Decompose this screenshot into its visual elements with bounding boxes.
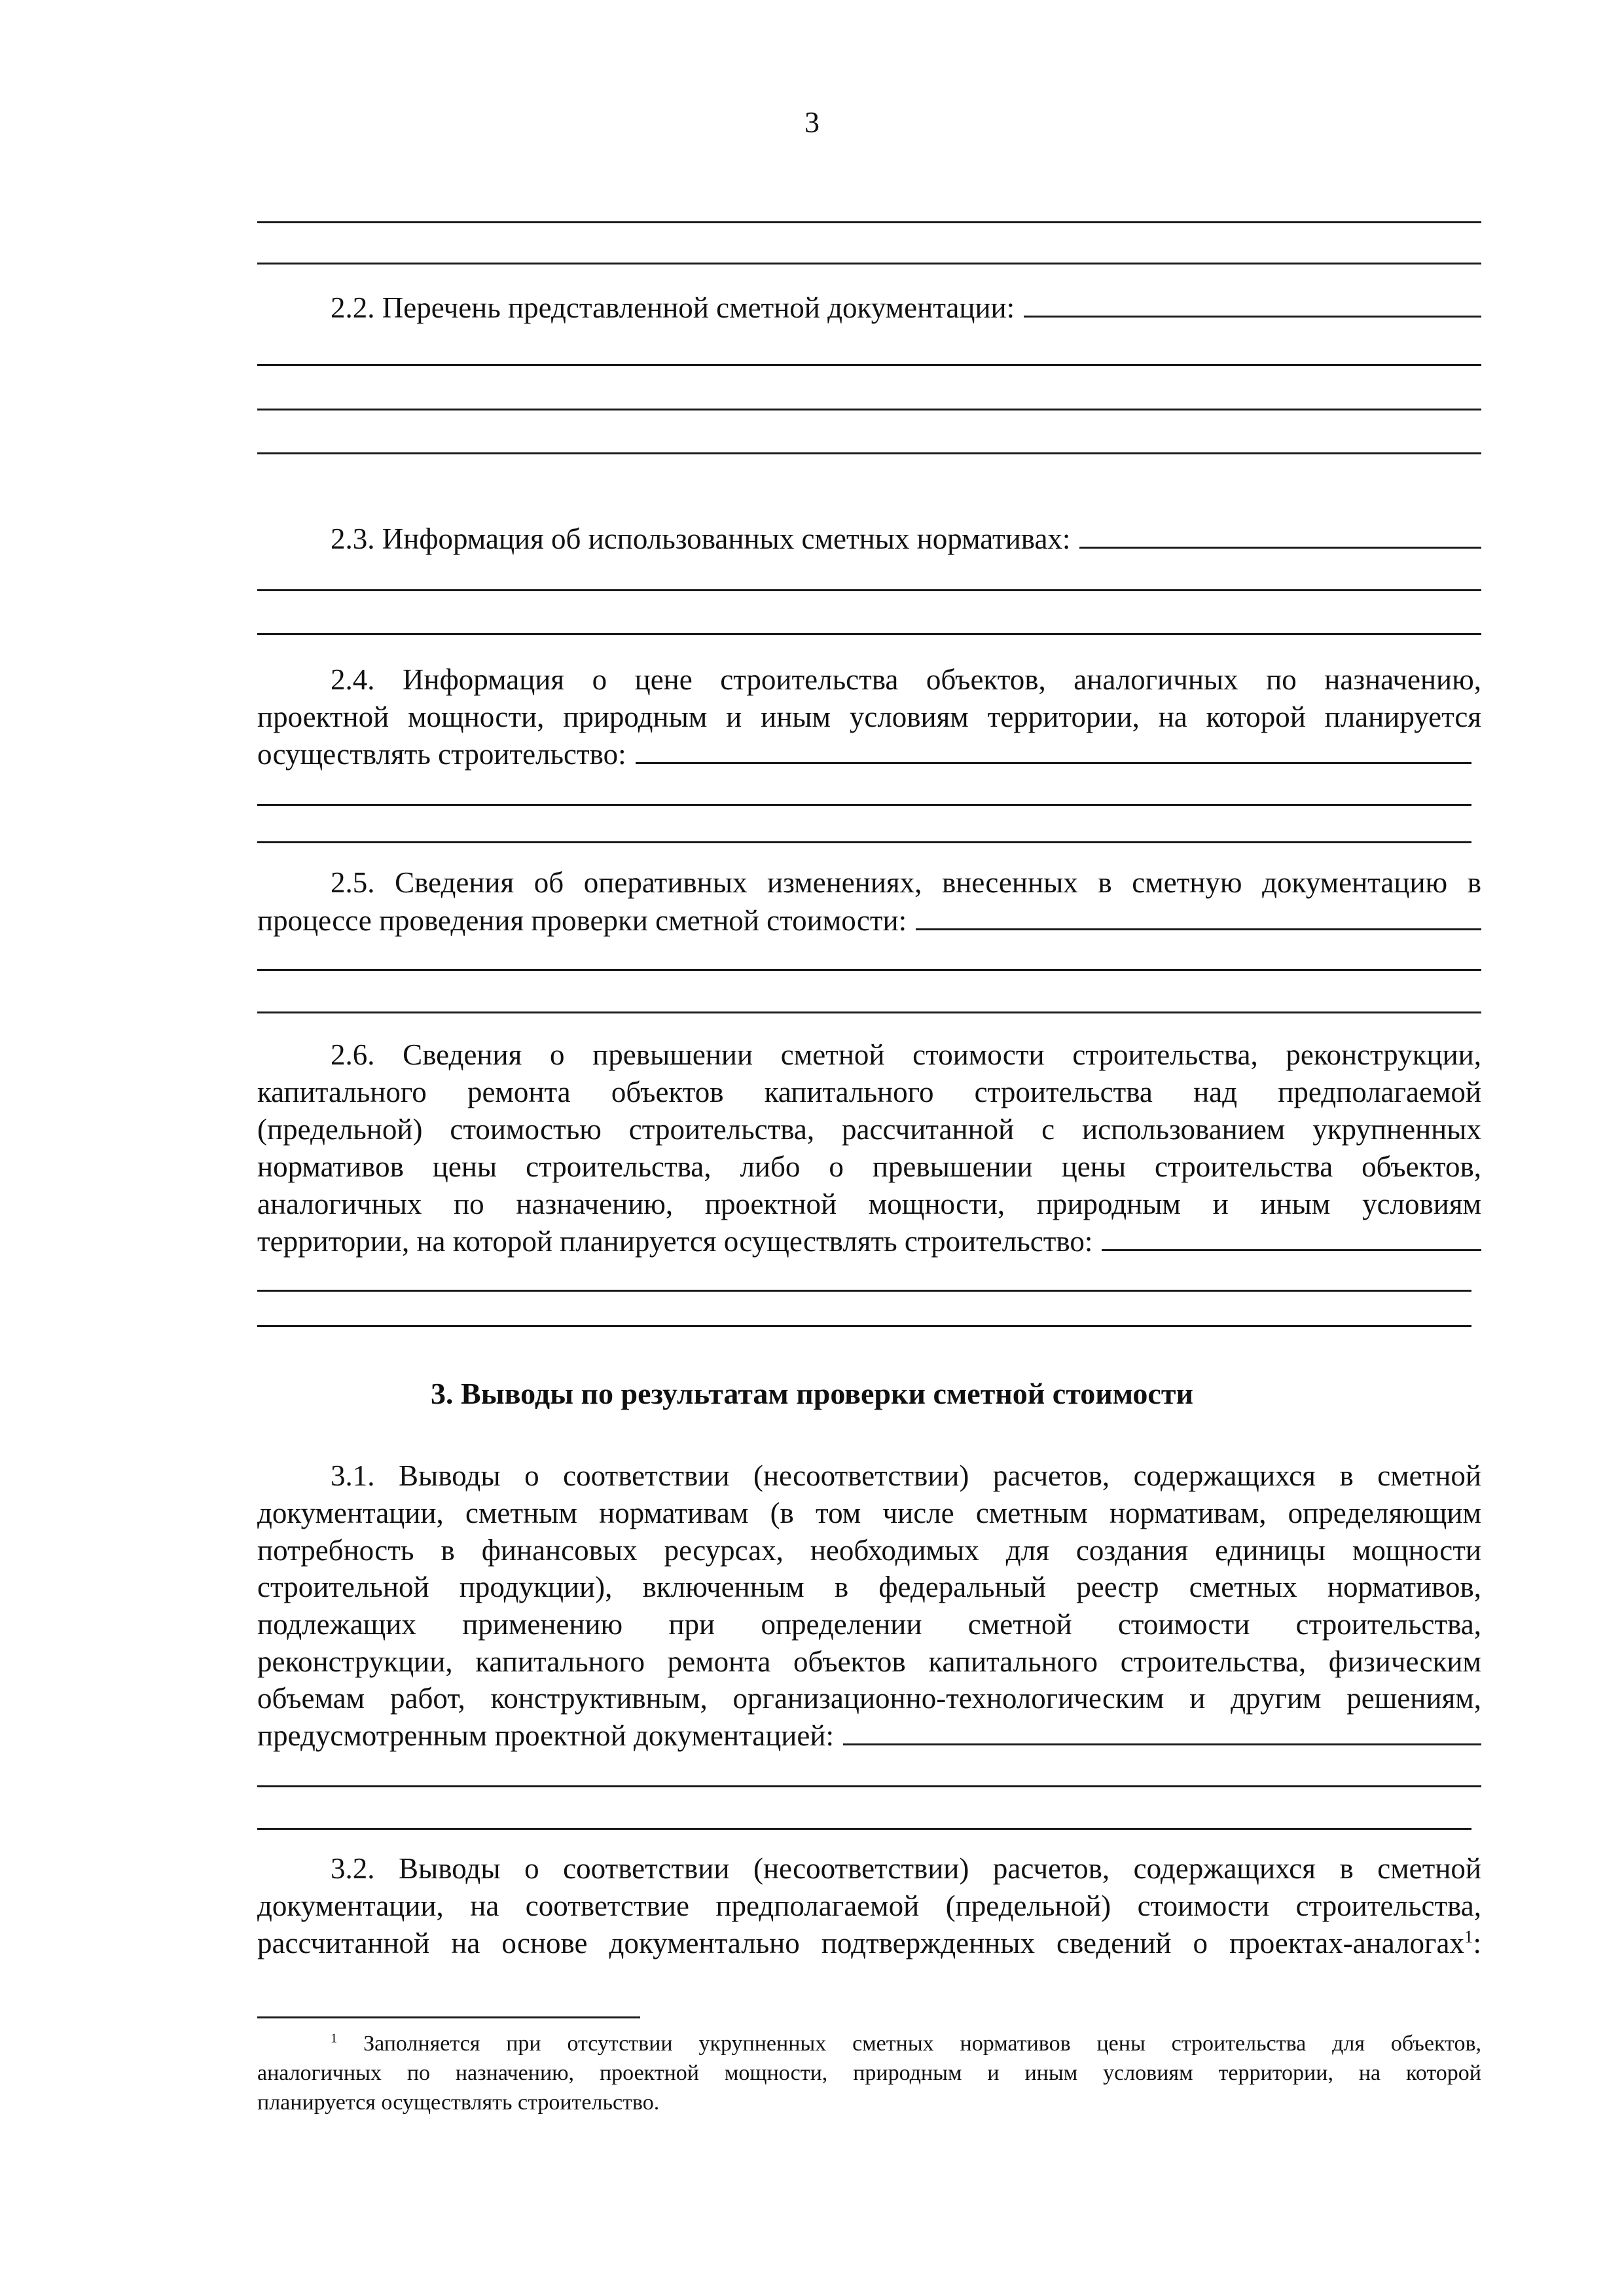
section-3-2-line-1: 3.2. Выводы о соответствии (несоответствии) расчетов, содержащихся в сметной xyxy=(331,1852,1481,1885)
blank-line[interactable] xyxy=(257,409,1481,410)
blank-line[interactable] xyxy=(257,221,1481,223)
blank-line[interactable] xyxy=(257,841,1471,843)
fill-in-blank[interactable] xyxy=(1024,293,1481,318)
section-3-1-line-5: подлежащих применению при определении сметной стоимости строительства, xyxy=(257,1608,1481,1641)
footnote-text-1: Заполняется при отсутствии укрупненных сметных нормативов цены строительства для объектов, xyxy=(363,2032,1482,2056)
section-2-6-line-6 xyxy=(257,1223,1481,1260)
section-3-1-line-1: 3.1. Выводы о соответствии (несоответствии) расчетов, содержащихся в сметной xyxy=(331,1459,1481,1492)
section-3-2-line-3 xyxy=(257,1925,1481,1961)
section-2-6-text-end: территории, на которой планируется осуществлять строительство: xyxy=(257,1225,1093,1258)
footnote-ref[interactable]: 1 xyxy=(1464,1927,1473,1946)
footnote-separator xyxy=(257,2016,640,2018)
fill-in-blank[interactable] xyxy=(636,740,1471,764)
blank-line[interactable] xyxy=(257,1785,1481,1787)
section-3-heading: 3. Выводы по результатам проверки сметной стоимости xyxy=(431,1377,1193,1410)
section-2-6-line-5: аналогичных по назначению, проектной мощности, природным и иным условиям xyxy=(257,1188,1481,1220)
section-2-4-line-3 xyxy=(257,736,1471,773)
section-3-2-text-end: рассчитанной на основе документально подтвержденных сведений о проектах-аналогах xyxy=(257,1927,1464,1959)
blank-line[interactable] xyxy=(257,969,1481,971)
blank-line[interactable] xyxy=(257,633,1481,635)
section-3-1-text-end: предусмотренным проектной документацией: xyxy=(257,1719,834,1752)
section-3-1-line-7: объемам работ, конструктивным, организационно-технологическим и другим решениям, xyxy=(257,1682,1481,1715)
blank-line[interactable] xyxy=(257,804,1471,806)
footnote-mark: 1 xyxy=(331,2031,338,2046)
section-2-6-line-4: нормативов цены строительства, либо о превышении цены строительства объектов, xyxy=(257,1150,1481,1183)
colon: : xyxy=(1473,1927,1481,1959)
section-3-1-line-4: строительной продукции), включенным в федеральный реестр сметных нормативов, xyxy=(257,1571,1481,1603)
blank-line[interactable] xyxy=(257,1290,1471,1292)
section-2-5-text-end: процессе проведения проверки сметной стоимости: xyxy=(257,904,907,937)
page-number: 3 xyxy=(804,105,820,139)
blank-line[interactable] xyxy=(257,452,1481,454)
section-2-4-line-2: проектной мощности, природным и иным условиям территории, на которой планируется xyxy=(257,701,1481,733)
section-2-5-line-2 xyxy=(257,902,1481,939)
section-2-4-text-end: осуществлять строительство: xyxy=(257,738,626,771)
blank-line[interactable] xyxy=(257,263,1481,264)
fill-in-blank[interactable] xyxy=(1079,524,1481,549)
section-2-3-text: 2.3. Информация об использованных сметных нормативах: xyxy=(331,522,1071,555)
section-2-6-line-3: (предельной) стоимостью строительства, рассчитанной с использованием укрупненных xyxy=(257,1113,1481,1146)
footnote-line-2: аналогичных по назначению, проектной мощности, природным и иным условиям территории, на которой xyxy=(257,2061,1481,2085)
section-3-2-line-2: документации, на соответствие предполагаемой (предельной) стоимости строительства, xyxy=(257,1889,1481,1922)
blank-line[interactable] xyxy=(257,589,1481,591)
section-2-2-text: 2.2. Перечень представленной сметной документации: xyxy=(331,291,1015,324)
section-2-4-line-1: 2.4. Информация о цене строительства объектов, аналогичных по назначению, xyxy=(331,663,1481,696)
footnote-line-3: планируется осуществлять строительство. xyxy=(257,2090,660,2115)
blank-line[interactable] xyxy=(257,1325,1471,1327)
section-2-6-line-1: 2.6. Сведения о превышении сметной стоимости строительства, реконструкции, xyxy=(331,1038,1481,1071)
section-2-5-line-1: 2.5. Сведения об оперативных изменениях, внесенных в сметную документацию в xyxy=(331,866,1481,899)
blank-line[interactable] xyxy=(257,1011,1481,1013)
section-3-1-line-3: потребность в финансовых ресурсах, необходимых для создания единицы мощности xyxy=(257,1534,1481,1567)
section-3-1-line-6: реконструкции, капитального ремонта объектов капитального строительства, физическим xyxy=(257,1645,1481,1678)
blank-line[interactable] xyxy=(257,1828,1471,1830)
section-2-6-line-2: капитального ремонта объектов капитального строительства над предполагаемой xyxy=(257,1076,1481,1108)
fill-in-blank[interactable] xyxy=(916,906,1481,930)
blank-line[interactable] xyxy=(257,364,1481,366)
section-3-1-line-8 xyxy=(257,1717,1481,1754)
section-2-3-line xyxy=(331,520,1481,557)
footnote-line-1 xyxy=(331,2030,1481,2058)
section-3-1-line-2: документации, сметным нормативам (в том числе сметным нормативам, определяющим xyxy=(257,1497,1481,1529)
fill-in-blank[interactable] xyxy=(843,1721,1481,1745)
fill-in-blank[interactable] xyxy=(1102,1227,1481,1251)
section-2-2-line xyxy=(331,289,1481,326)
